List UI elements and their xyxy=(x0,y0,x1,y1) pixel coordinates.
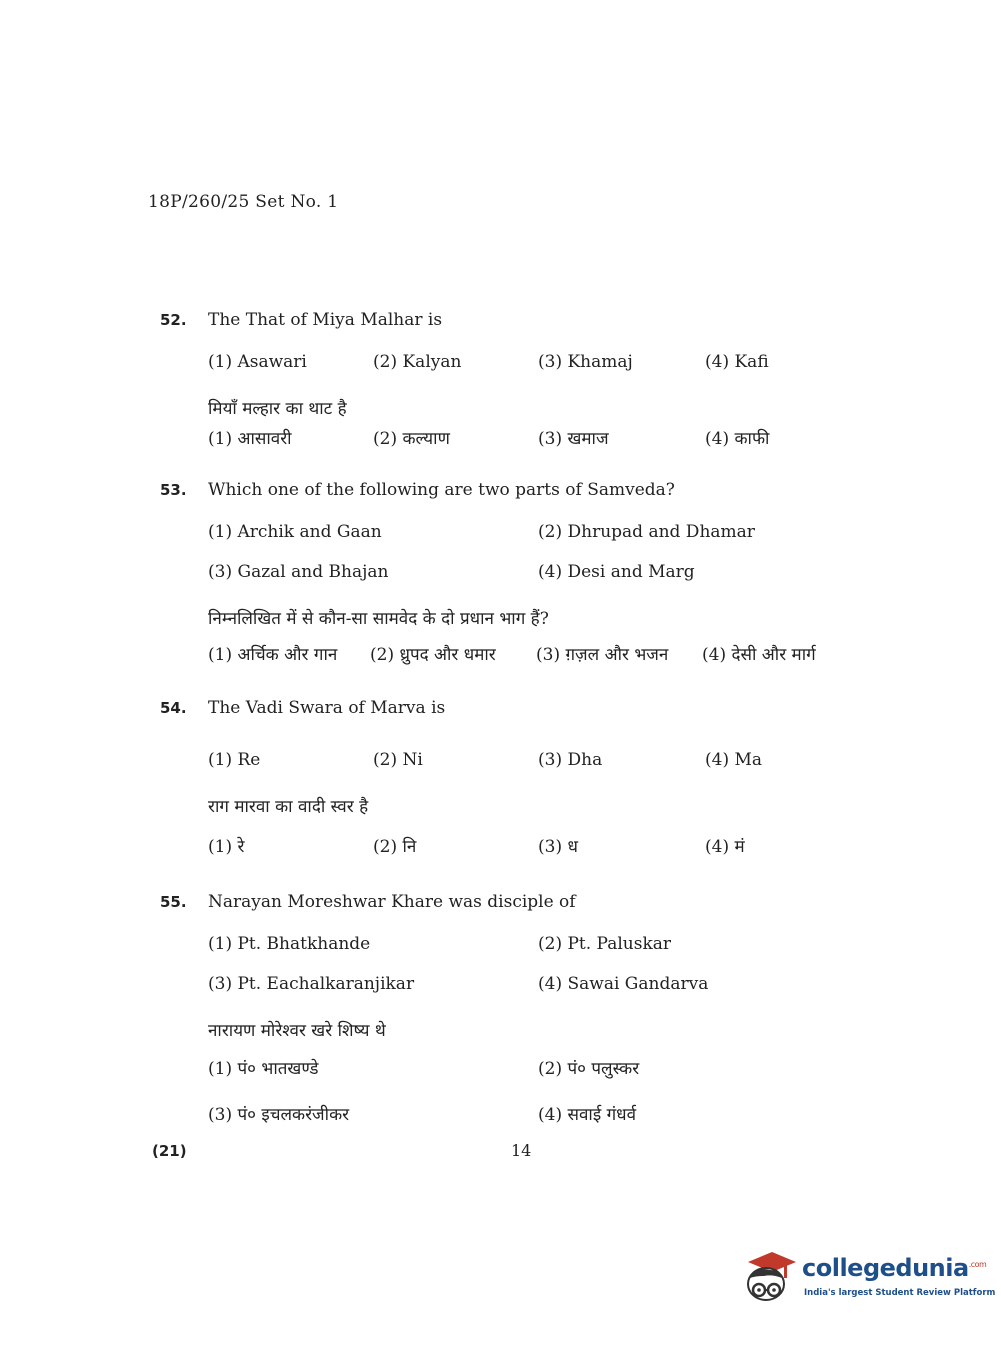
option-3: (3) Dha xyxy=(538,750,603,770)
question-text-en: The That of Miya Malhar is xyxy=(208,310,443,330)
option-2-hi: (2) ध्रुपद और धमार xyxy=(370,645,496,665)
options-en xyxy=(208,750,860,790)
collegedunia-logo xyxy=(742,1248,996,1310)
option-4-hi: (4) मं xyxy=(705,837,745,857)
option-2-hi: (2) पं० पलुस्कर xyxy=(538,1059,640,1079)
option-2: (2) Dhrupad and Dhamar xyxy=(538,522,755,542)
option-2-hi: (2) कल्याण xyxy=(373,429,450,449)
option-4: (4) Desi and Marg xyxy=(538,562,695,582)
option-1: (1) Asawari xyxy=(208,352,307,372)
option-1: (1) Re xyxy=(208,750,261,770)
question-54 xyxy=(160,698,860,874)
options-en-row-1 xyxy=(208,934,860,974)
options-en-row-1 xyxy=(208,522,860,562)
option-3-hi: (3) पं० इचलकरंजीकर xyxy=(208,1105,350,1125)
question-number: 52. xyxy=(160,311,187,329)
set-number-header: 18P/260/25 Set No. 1 xyxy=(148,192,339,212)
question-number: 53. xyxy=(160,481,187,499)
logo-tld: .com xyxy=(968,1260,987,1269)
question-text-hi: राग मारवा का वादी स्वर है xyxy=(208,797,369,817)
options-hi-row-2 xyxy=(208,1102,860,1142)
option-3-hi: (3) खमाज xyxy=(538,429,609,449)
logo-tagline: India's largest Student Review Platform xyxy=(804,1288,996,1298)
options-en-row-2 xyxy=(208,974,860,1014)
question-number: 54. xyxy=(160,699,187,717)
option-1-hi: (1) अर्चिक और गान xyxy=(208,645,338,665)
question-text-en: The Vadi Swara of Marva is xyxy=(208,698,446,718)
options-hi-row-1 xyxy=(208,1056,860,1102)
option-2-hi: (2) नि xyxy=(373,837,417,857)
option-4: (4) Sawai Gandarva xyxy=(538,974,709,994)
option-4-hi: (4) सवाई गंधर्व xyxy=(538,1105,637,1125)
option-2: (2) Ni xyxy=(373,750,423,770)
option-4: (4) Ma xyxy=(705,750,763,770)
options-hi xyxy=(208,426,860,466)
question-text-hi: मियाँ मल्हार का थाट है xyxy=(208,399,347,419)
question-text-hi: निम्नलिखित में से कौन-सा सामवेद के दो प्रधान भाग हैं? xyxy=(208,609,549,629)
option-1: (1) Pt. Bhatkhande xyxy=(208,934,371,954)
option-3: (3) Pt. Eachalkaranjikar xyxy=(208,974,415,994)
option-4-hi: (4) काफी xyxy=(705,429,770,449)
option-1-hi: (1) पं० भातखण्डे xyxy=(208,1059,319,1079)
logo-name-text: collegedunia xyxy=(802,1254,969,1282)
option-1-hi: (1) रे xyxy=(208,837,245,857)
option-2: (2) Kalyan xyxy=(373,352,462,372)
logo-wordmark xyxy=(802,1254,986,1282)
options-hi xyxy=(208,834,860,874)
option-3-hi: (3) ध xyxy=(538,837,578,857)
option-3: (3) Khamaj xyxy=(538,352,633,372)
options-hi xyxy=(208,642,860,682)
question-text-en: Which one of the following are two parts of Samveda? xyxy=(208,480,675,500)
option-1: (1) Archik and Gaan xyxy=(208,522,382,542)
page-number: 14 xyxy=(511,1141,532,1160)
question-52 xyxy=(160,310,860,466)
option-4: (4) Kafi xyxy=(705,352,769,372)
question-55 xyxy=(160,892,860,1142)
question-text-hi: नारायण मोरेश्वर खरे शिष्य थे xyxy=(208,1021,386,1041)
option-1-hi: (1) आसावरी xyxy=(208,429,292,449)
options-en-row-2 xyxy=(208,562,860,602)
booklet-code: (21) xyxy=(152,1142,187,1160)
option-2: (2) Pt. Paluskar xyxy=(538,934,672,954)
mascot-icon xyxy=(742,1248,798,1310)
option-4-hi: (4) देसी और मार्ग xyxy=(702,645,816,665)
option-3-hi: (3) ग़ज़ल और भजन xyxy=(536,645,669,665)
question-number: 55. xyxy=(160,893,187,911)
question-53 xyxy=(160,480,860,682)
question-text-en: Narayan Moreshwar Khare was disciple of xyxy=(208,892,576,912)
option-3: (3) Gazal and Bhajan xyxy=(208,562,389,582)
options-en xyxy=(208,352,860,392)
